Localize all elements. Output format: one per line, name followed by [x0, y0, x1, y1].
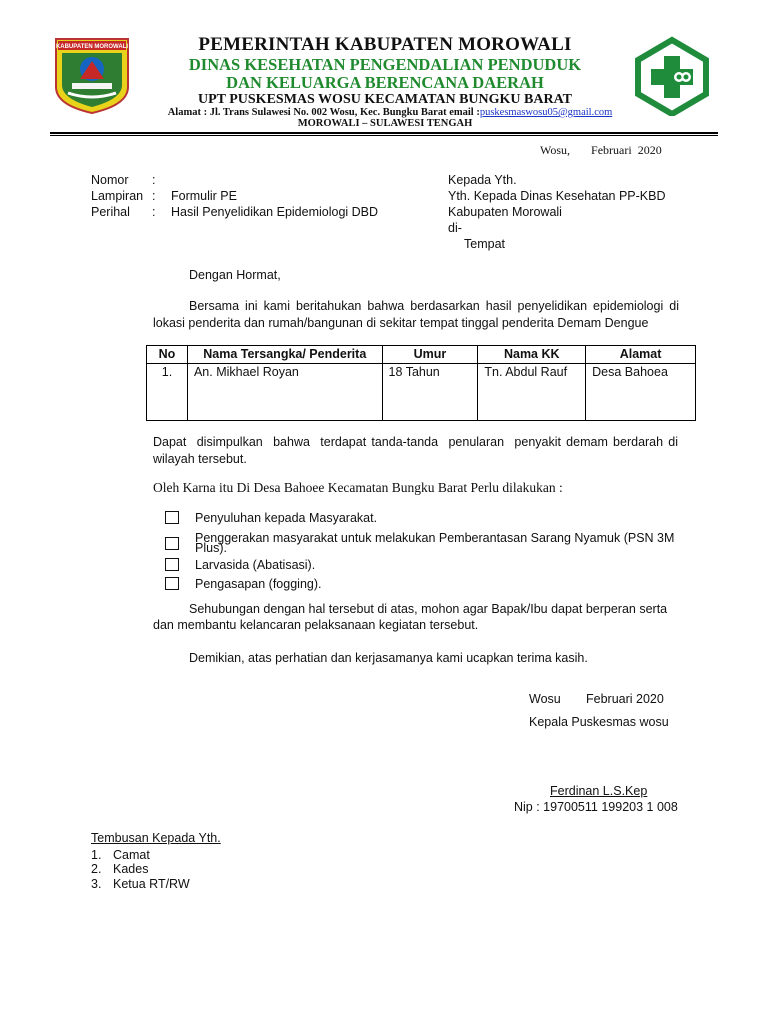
nomor-label: Nomor [91, 173, 129, 187]
cc-item: Camat [113, 848, 150, 862]
letterhead-government: PEMERINTAH KABUPATEN MOROWALI [198, 34, 572, 55]
closing-line: dan membantu kelancaran pelaksanaan kegiatan tersebut. [153, 618, 479, 632]
thanks-line: Demikian, atas perhatian dan kerjasamanya kami ucapkan terima kasih. [189, 651, 588, 665]
perihal-label: Perihal [91, 205, 130, 219]
table-cell: An. Mikhael Royan [187, 364, 382, 421]
table-cell: Desa Bahoea [586, 364, 696, 421]
letterhead-agency-line2: DAN KELUARGA BERENCANA DAERAH [226, 73, 544, 92]
column-header: Alamat [586, 346, 696, 364]
cc-num: 2. [91, 862, 102, 876]
regency-crest-logo [52, 35, 132, 115]
patient-table [146, 345, 696, 421]
recipient-line: Tempat [464, 237, 505, 251]
cc-title: Tembusan Kepada Yth. [91, 831, 221, 845]
cc-item: Ketua RT/RW [113, 877, 190, 891]
action-item-label: Penggerakan masyarakat untuk melakukan Pemberantasan Sarang Nyamuk (PSN 3M [195, 531, 675, 545]
greeting: Dengan Hormat, [189, 268, 281, 282]
perihal-value: Hasil Penyelidikan Epidemiologi DBD [171, 205, 379, 219]
action-item-label: Larvasida (Abatisasi). [195, 558, 316, 572]
action-item-label: Penyuluhan kepada Masyarakat. [195, 511, 378, 525]
recipient-line: di- [448, 221, 462, 235]
sign-date: Februari 2020 [586, 692, 664, 706]
letter-date: Wosu, Februari 2020 [540, 143, 662, 157]
cc-item: Kades [113, 862, 149, 876]
cc-num: 3. [91, 877, 102, 891]
sign-place: Wosu [529, 692, 561, 706]
action-item-label: Pengasapan (fogging). [195, 577, 322, 591]
recipient-line: Yth. Kepada Dinas Kesehatan PP-KBD [448, 189, 666, 203]
signatory-name: Ferdinan L.S.Kep [550, 784, 648, 798]
table-cell: 18 Tahun [382, 364, 478, 421]
lampiran-colon: : [152, 189, 156, 203]
nomor-colon: : [152, 173, 156, 187]
checkbox[interactable] [165, 537, 179, 550]
action-intro: Oleh Karna itu Di Desa Bahoee Kecamatan Bungku Barat Perlu dilakukan : [153, 480, 563, 495]
column-header: Nama KK [478, 346, 586, 364]
checkbox[interactable] [165, 558, 179, 571]
recipient-line: Kepada Yth. [448, 173, 517, 187]
letterhead-agency-line1: DINAS KESEHATAN PENGENDALIAN PENDUDUK [188, 55, 582, 74]
puskesmas-logo [632, 36, 712, 116]
table-header-row [147, 346, 696, 364]
intro-paragraph-line: lokasi penderita dan rumah/bangunan di sekitar tempat tinggal penderita Demam Dengue [153, 316, 649, 330]
header-divider-thick [50, 132, 718, 134]
conclusion-line: wilayah tersebut. [153, 452, 247, 466]
table-cell: 1. [147, 364, 188, 421]
signatory-nip: Nip : 19700511 199203 1 008 [514, 800, 678, 814]
checkbox[interactable] [165, 511, 179, 524]
sign-title: Kepala Puskesmas wosu [529, 715, 669, 729]
table-row [147, 364, 696, 421]
perihal-colon: : [152, 205, 156, 219]
letterhead-address [140, 107, 640, 118]
letterhead-region: MOROWALI – SULAWESI TENGAH [297, 118, 473, 129]
cc-num: 1. [91, 848, 102, 862]
column-header: No [147, 346, 188, 364]
letterhead-unit: UPT PUSKESMAS WOSU KECAMATAN BUNGKU BARAT [197, 92, 573, 107]
column-header: Umur [382, 346, 478, 364]
lampiran-label: Lampiran [91, 189, 144, 203]
checkbox[interactable] [165, 577, 179, 590]
intro-paragraph-line: Bersama ini kami beritahukan bahwa berdasarkan hasil penyelidikan epidemiologi di [189, 299, 679, 313]
recipient-line: Kabupaten Morowali [448, 205, 562, 219]
table-cell: Tn. Abdul Rauf [478, 364, 586, 421]
svg-text:KABUPATEN MOROWALI: KABUPATEN MOROWALI [55, 44, 129, 50]
email-link[interactable]: puskesmaswosu05@gmail.com [479, 107, 613, 118]
header-divider-thin [50, 135, 718, 136]
conclusion-line: Dapat disimpulkan bahwa terdapat tanda-tanda penularan penyakit demam berdarah di [153, 435, 678, 449]
column-header: Nama Tersangka/ Penderita [187, 346, 382, 364]
action-item-label-cont: Plus). [195, 541, 227, 555]
address-text: Alamat : Jl. Trans Sulawesi No. 002 Wosu, Kec. Bungku Barat email : [167, 107, 480, 118]
lampiran-value: Formulir PE [171, 189, 237, 203]
closing-line: Sehubungan dengan hal tersebut di atas, mohon agar Bapak/Ibu dapat berperan serta [189, 602, 668, 616]
